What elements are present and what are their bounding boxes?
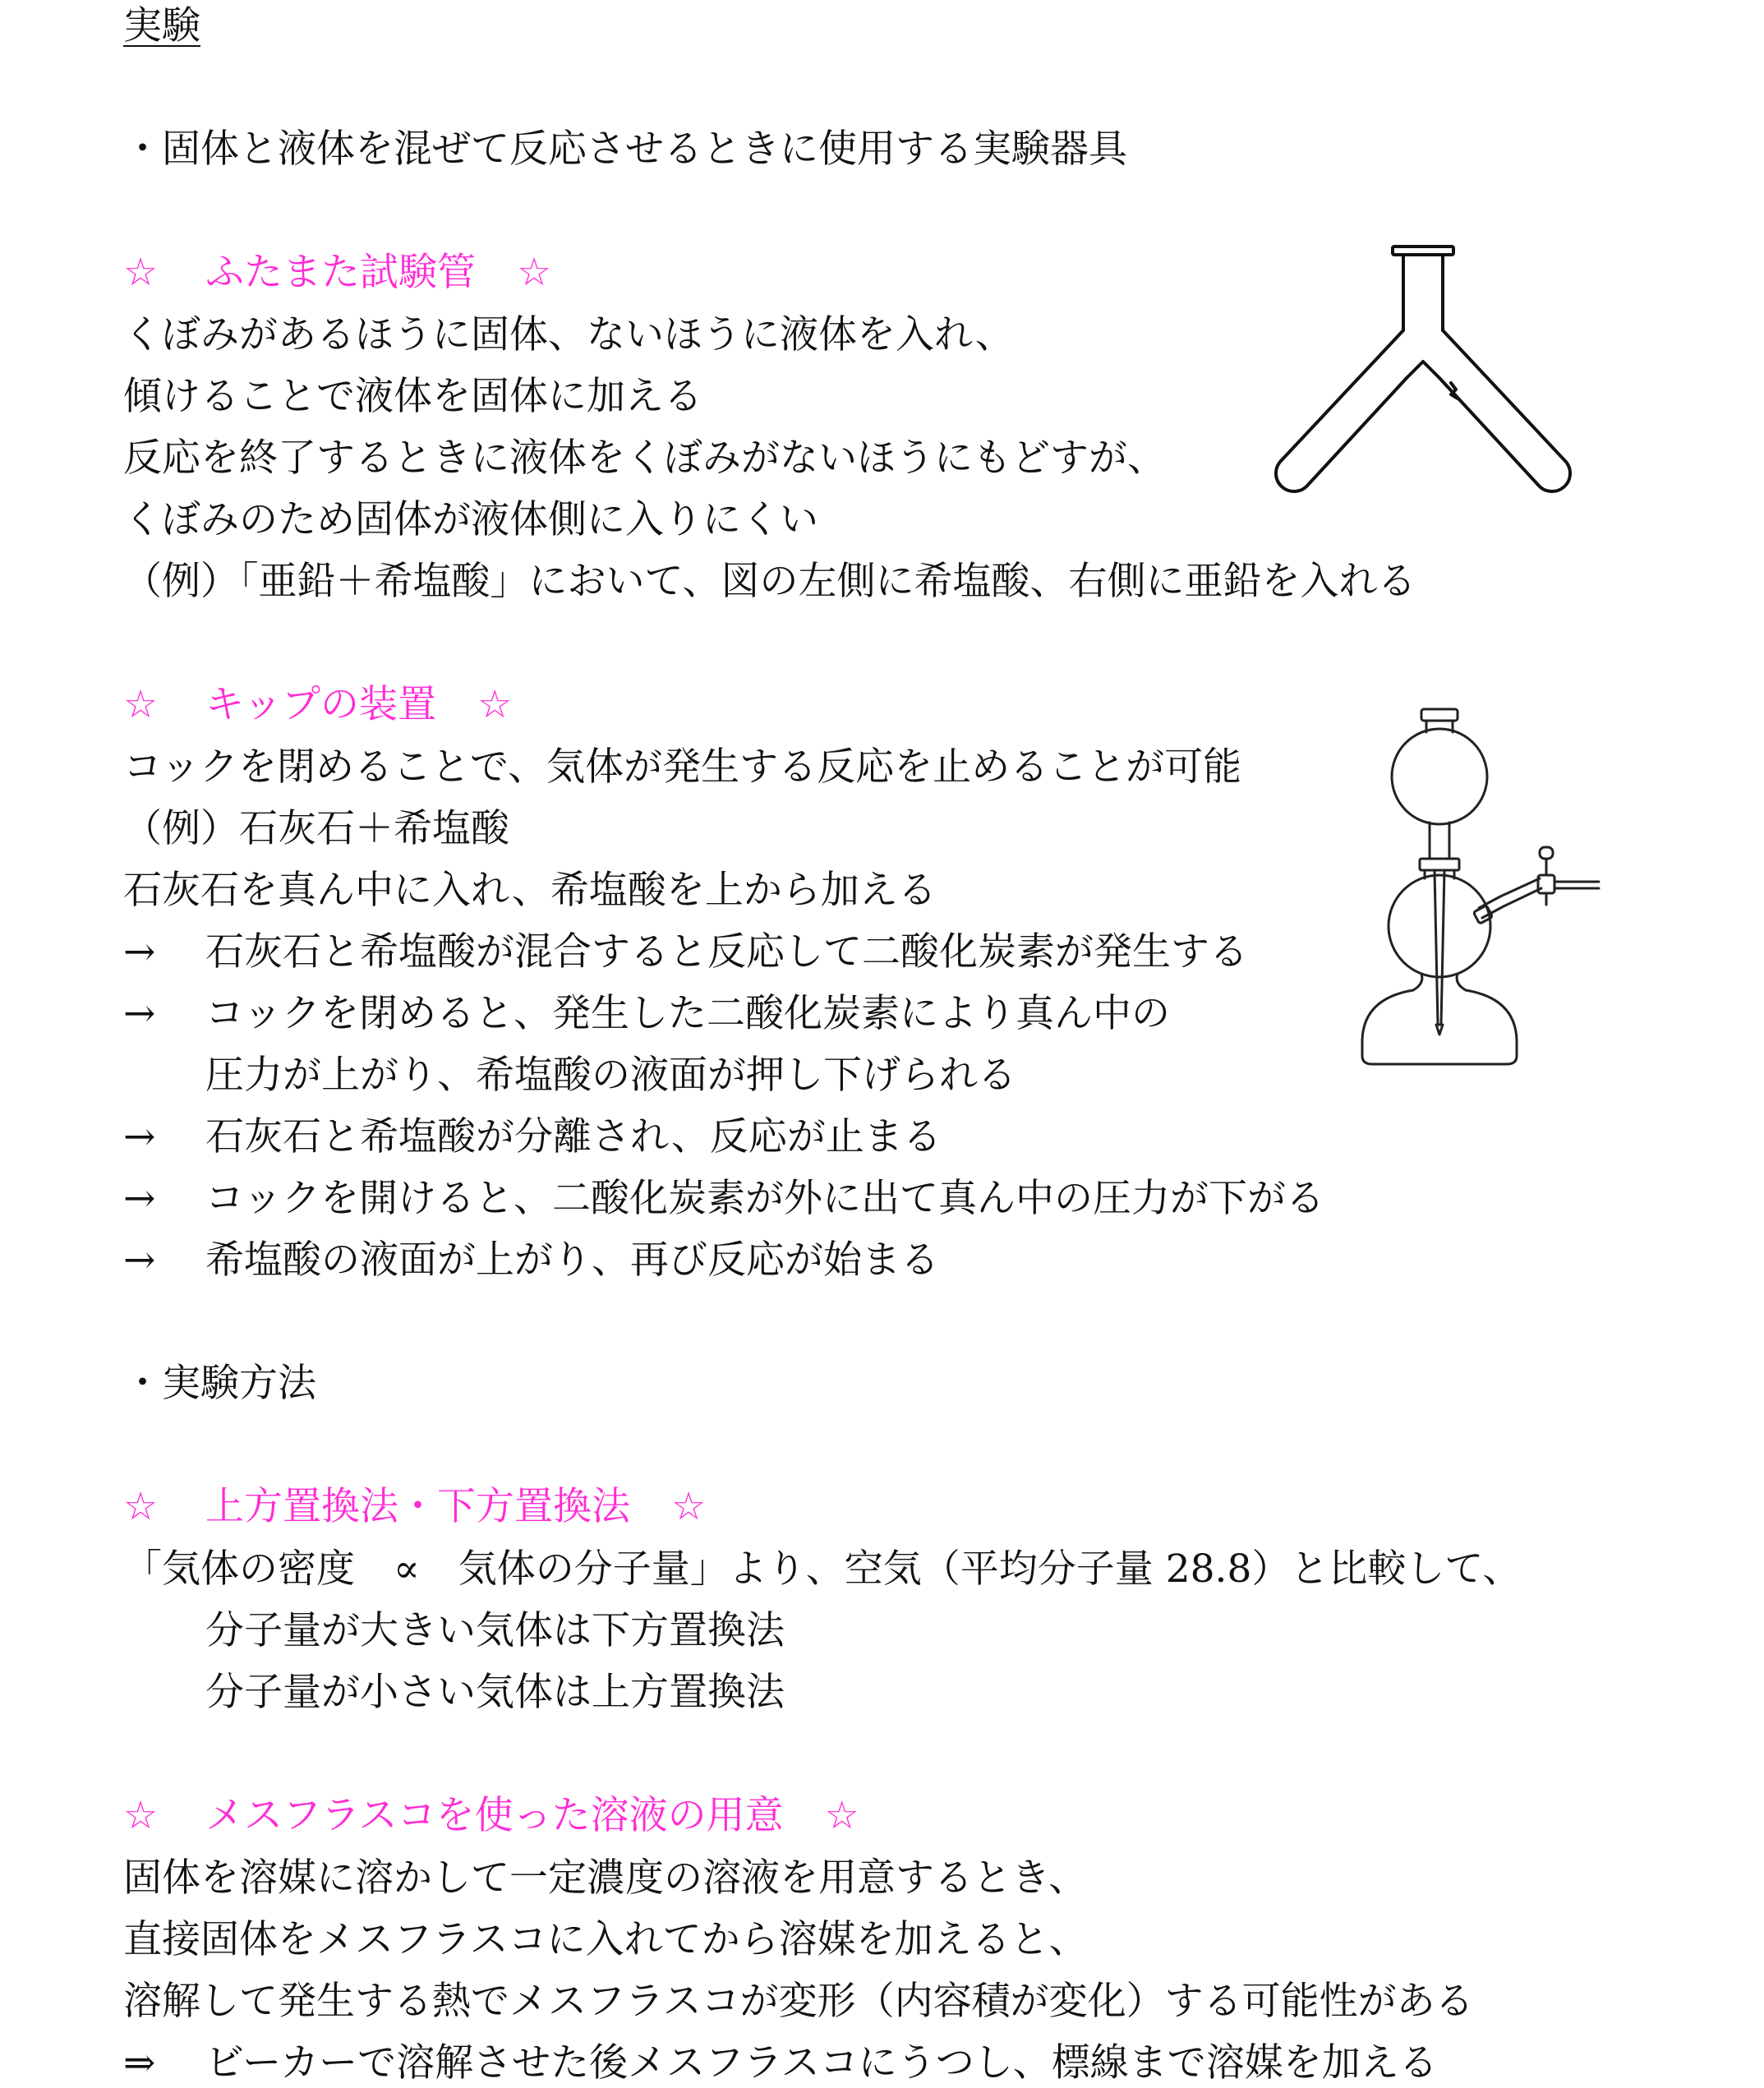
futamata-line: 傾けることで液体を固体に加える <box>123 374 702 419</box>
kipp-heading <box>123 680 512 730</box>
kipp-step: → 希塩酸の液面が上がり、再び反応が始まる <box>123 1236 939 1285</box>
star-icon: ☆ <box>123 1793 159 1838</box>
displacement-line: 分子量が大きい気体は下方置換法 <box>205 1608 785 1653</box>
star-icon: ☆ <box>477 682 513 727</box>
forked-test-tube-illustration <box>1265 238 1610 518</box>
arrow-icon: → <box>123 991 156 1036</box>
volumetric-line: 直接固体をメスフラスコに入れてから溶媒を加えると、 <box>123 1917 1088 1962</box>
futamata-line: くぼみがあるほうに固体、ないほうに液体を入れ、 <box>123 312 1014 357</box>
arrow-icon: → <box>123 1114 156 1159</box>
arrow-icon: → <box>123 929 156 975</box>
kipp-apparatus-illustration <box>1356 703 1602 1072</box>
methods-bullet: ・実験方法 <box>123 1361 316 1406</box>
star-icon: ☆ <box>671 1484 707 1529</box>
futamata-line: くぼみのため固体が液体側に入りにくい <box>123 497 818 542</box>
displacement-heading-text: 上方置換法・下方置換法 <box>205 1484 630 1529</box>
kipp-step: → 石灰石と希塩酸が分離され、反応が止まる <box>123 1113 942 1162</box>
futamata-line: 反応を終了するときに液体をくぼみがないほうにもどすが、 <box>123 436 1166 481</box>
volumetric-line: 固体を溶媒に溶かして一定濃度の溶液を用意するとき、 <box>123 1855 1088 1901</box>
volumetric-heading-text: メスフラスコを使った溶液の用意 <box>205 1793 784 1838</box>
implies-icon: ⇒ <box>123 2040 156 2086</box>
star-icon: ☆ <box>123 682 159 727</box>
kipp-line: コックを閉めることで、気体が発生する反応を止めることが可能 <box>123 744 1242 790</box>
arrow-icon: → <box>123 1238 156 1283</box>
star-icon: ☆ <box>123 250 159 295</box>
futamata-heading-text: ふたまた試験管 <box>205 250 476 295</box>
displacement-heading <box>123 1482 706 1532</box>
futamata-example: （例）「亜鉛＋希塩酸」において、図の左側に希塩酸、右側に亜鉛を入れる <box>123 559 1416 604</box>
kipp-step-continuation: 圧力が上がり、希塩酸の液面が押し下げられる <box>205 1053 1016 1098</box>
volumetric-conclusion: ⇒ ビーカーで溶解させた後メスフラスコにうつし、標線まで溶媒を加える <box>123 2039 1438 2088</box>
kipp-step: → コックを閉めると、発生した二酸化炭素により真ん中の <box>123 989 1170 1039</box>
arrow-icon: → <box>123 1176 156 1221</box>
kipp-heading-text: キップの装置 <box>205 682 437 727</box>
kipp-line: （例）石灰石＋希塩酸 <box>123 806 509 851</box>
volumetric-heading <box>123 1791 859 1841</box>
star-icon: ☆ <box>517 250 552 295</box>
displacement-line: 分子量が小さい気体は上方置換法 <box>205 1670 785 1715</box>
futamata-heading <box>123 248 551 297</box>
kipp-line: 石灰石を真ん中に入れ、希塩酸を上から加える <box>123 868 937 913</box>
equipment-bullet: ・固体と液体を混ぜて反応させるときに使用する実験器具 <box>123 127 1127 172</box>
star-icon: ☆ <box>824 1793 859 1838</box>
displacement-line: 「気体の密度 ∝ 気体の分子量」より、空気（平均分子量 28.8）と比較して、 <box>123 1546 1522 1592</box>
kipp-step: → コックを開けると、二酸化炭素が外に出て真ん中の圧力が下がる <box>123 1174 1324 1224</box>
page-title: 実験 <box>123 3 200 48</box>
volumetric-line: 溶解して発生する熱でメスフラスコが変形（内容積が変化）する可能性がある <box>123 1979 1474 2024</box>
kipp-step: → 石灰石と希塩酸が混合すると反応して二酸化炭素が発生する <box>123 928 1248 977</box>
star-icon: ☆ <box>123 1484 159 1529</box>
